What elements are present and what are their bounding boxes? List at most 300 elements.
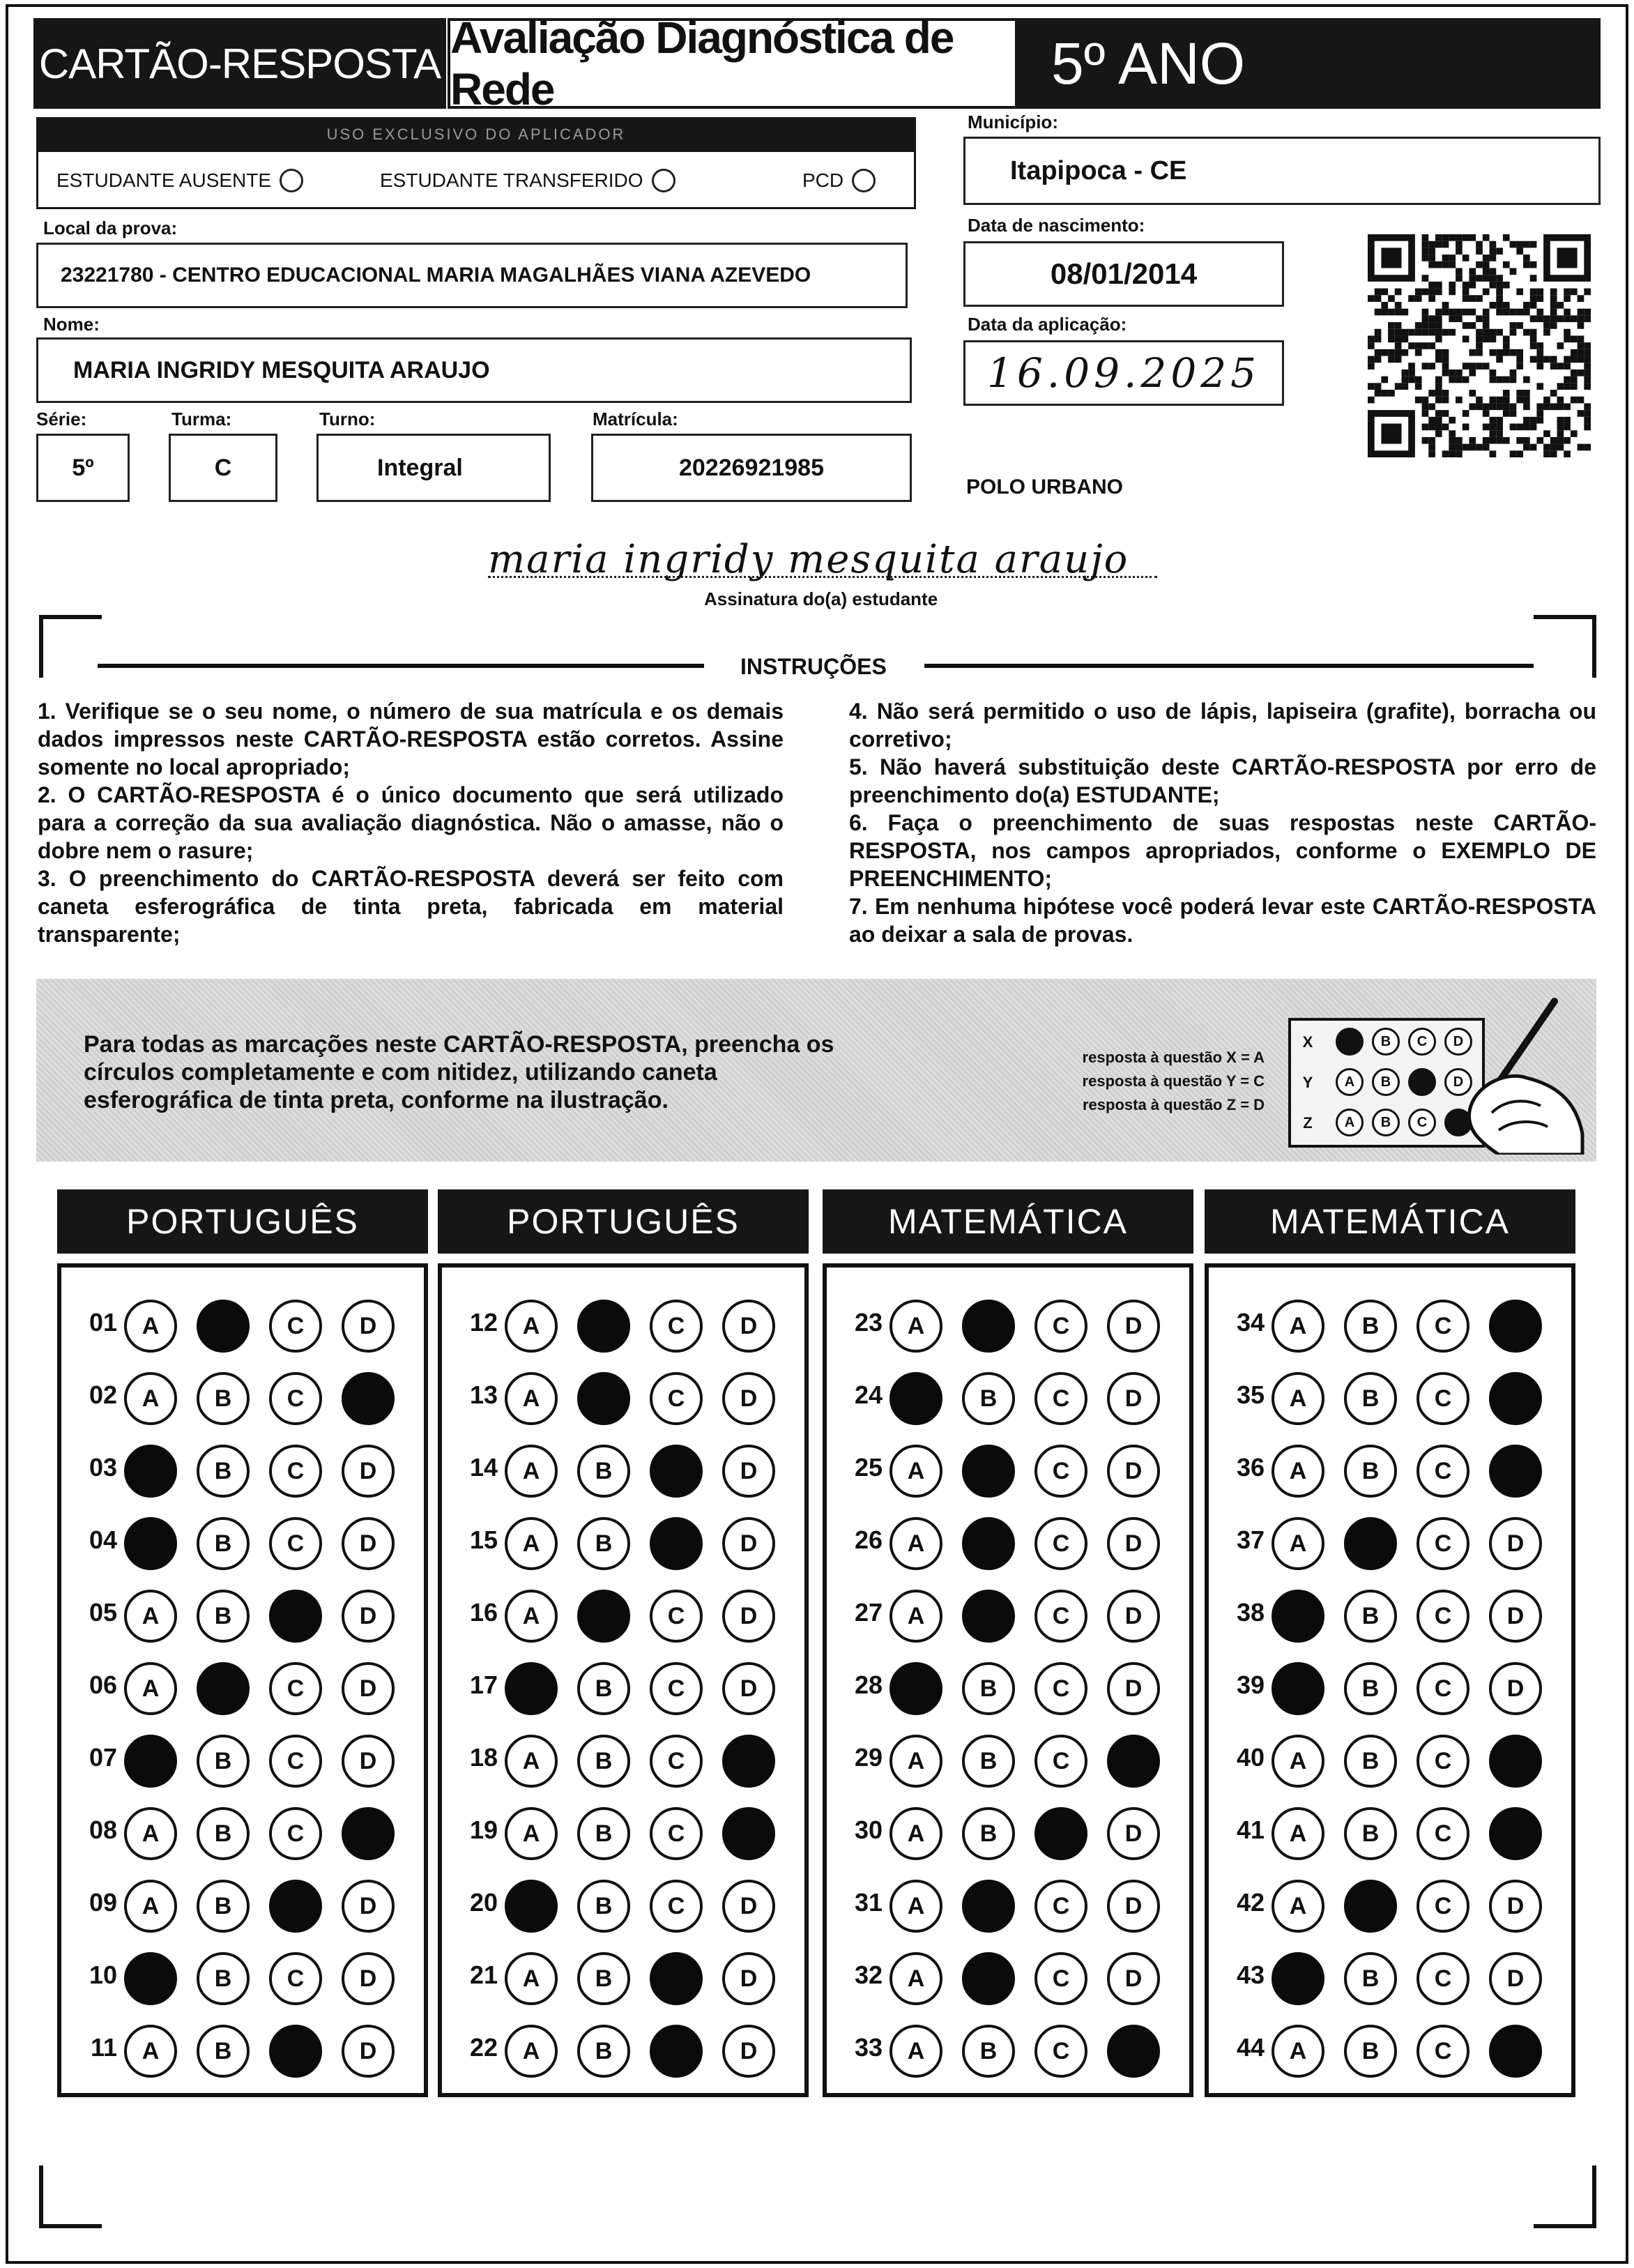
serie-field <box>36 434 130 502</box>
answer-bubble-a[interactable] <box>1272 1952 1324 2005</box>
answer-bubble-d[interactable]: D <box>342 1300 395 1353</box>
answer-bubble-d[interactable]: D <box>722 1517 775 1570</box>
question-row <box>442 1505 804 1577</box>
answer-bubble-a[interactable]: A <box>1272 1880 1324 1933</box>
answer-bubble-d[interactable] <box>1489 1300 1542 1353</box>
answer-bubble-b[interactable]: B <box>962 1735 1015 1788</box>
question-number: 33 <box>854 2033 883 2062</box>
question-number: 24 <box>854 1380 883 1409</box>
answer-bubble-b[interactable]: B <box>577 1517 630 1570</box>
question-row <box>442 1940 804 2012</box>
answer-bubble-b[interactable]: B <box>577 2025 630 2078</box>
answer-bubble-d[interactable] <box>1489 1372 1542 1425</box>
answer-bubble-a[interactable]: A <box>505 2025 558 2078</box>
corner-bottom-left <box>39 2166 102 2228</box>
answer-bubble-a[interactable]: A <box>889 1952 942 2005</box>
answer-bubble-c[interactable]: C <box>269 1300 322 1353</box>
answer-bubble-b[interactable]: B <box>197 1952 250 2005</box>
answer-bubble-d[interactable]: D <box>1107 1662 1160 1715</box>
answer-bubble-c[interactable]: C <box>269 1952 322 2005</box>
answer-bubble-d[interactable]: D <box>1489 1952 1542 2005</box>
answer-bubble-d[interactable]: D <box>342 1952 395 2005</box>
answer-bubble-b[interactable]: B <box>577 1735 630 1788</box>
answer-bubble-b[interactable]: B <box>962 1662 1015 1715</box>
answer-bubble-d[interactable] <box>722 1807 775 1860</box>
answer-bubble-a[interactable] <box>889 1372 942 1425</box>
absent-radio[interactable] <box>280 169 303 192</box>
corner-top-right <box>1534 615 1596 678</box>
question-row <box>1209 1650 1571 1722</box>
answer-bubble-d[interactable]: D <box>722 1445 775 1498</box>
answer-bubble-a[interactable]: A <box>124 1300 177 1353</box>
answer-bubble-c[interactable]: C <box>269 1372 322 1425</box>
answer-bubble-a[interactable]: A <box>505 1300 558 1353</box>
answer-bubble-a[interactable] <box>505 1662 558 1715</box>
answer-bubble-d[interactable]: D <box>722 1662 775 1715</box>
answer-bubble-b[interactable]: B <box>197 1735 250 1788</box>
answer-grid-4 <box>1205 1263 1575 2097</box>
answer-bubble-b[interactable] <box>962 1517 1015 1570</box>
answer-bubble-d[interactable]: D <box>1489 1662 1542 1715</box>
answer-bubble-b[interactable] <box>577 1590 630 1643</box>
nome-value: MARIA INGRIDY MESQUITA ARAUJO <box>73 356 490 383</box>
example-bubble-c: C <box>1408 1028 1436 1056</box>
answer-bubble-b[interactable] <box>197 1300 250 1353</box>
answer-bubble-b[interactable] <box>577 1372 630 1425</box>
pcd-radio[interactable] <box>852 169 876 192</box>
question-number: 20 <box>469 1888 498 1917</box>
answer-bubble-a[interactable]: A <box>889 1590 942 1643</box>
signature-line <box>488 576 1157 578</box>
answer-bubble-a[interactable]: A <box>1272 1735 1324 1788</box>
answer-bubble-b[interactable] <box>577 1300 630 1353</box>
question-row <box>61 1940 424 2012</box>
answer-bubble-d[interactable]: D <box>1489 1590 1542 1643</box>
answer-bubble-b[interactable] <box>962 1445 1015 1498</box>
question-row <box>442 1795 804 1867</box>
turma-field <box>169 434 277 502</box>
question-number: 04 <box>89 1525 117 1554</box>
answer-bubble-a[interactable]: A <box>889 1300 942 1353</box>
transferred-option[interactable] <box>380 169 675 192</box>
question-number: 43 <box>1236 1961 1265 1989</box>
question-row <box>442 1360 804 1432</box>
answer-bubble-c[interactable]: C <box>1034 2025 1087 2078</box>
answer-bubble-d[interactable] <box>722 1735 775 1788</box>
answer-bubble-d[interactable]: D <box>722 1590 775 1643</box>
local-field <box>36 243 908 308</box>
question-row <box>1209 1577 1571 1650</box>
section-header-1: PORTUGUÊS <box>57 1189 428 1254</box>
answer-bubble-c[interactable]: C <box>269 1445 322 1498</box>
question-row <box>827 1650 1189 1722</box>
turma-value: C <box>214 454 232 481</box>
answer-bubble-a[interactable]: A <box>505 1735 558 1788</box>
answer-bubble-c[interactable] <box>1034 1807 1087 1860</box>
municipio-label: Município: <box>968 112 1058 132</box>
example-bubble-c: C <box>1408 1068 1436 1096</box>
turno-value: Integral <box>377 454 463 481</box>
example-bubble-b: B <box>1372 1068 1400 1096</box>
question-number: 13 <box>469 1380 498 1409</box>
answer-bubble-d[interactable] <box>342 1807 395 1860</box>
answer-bubble-b[interactable]: B <box>197 2025 250 2078</box>
instruction-5: 5. Não haverá substituição deste CARTÃO-RESPOSTA por erro de preenchimento do(a) ESTUDANTE; <box>849 754 1596 807</box>
answer-bubble-b[interactable]: B <box>1344 1445 1397 1498</box>
answer-bubble-d[interactable] <box>1489 2025 1542 2078</box>
answer-bubble-b[interactable]: B <box>577 1880 630 1933</box>
answer-bubble-d[interactable]: D <box>1489 1517 1542 1570</box>
answer-bubble-a[interactable]: A <box>1272 2025 1324 2078</box>
answer-bubble-c[interactable]: C <box>1034 1662 1087 1715</box>
polo-label: POLO URBANO <box>966 475 1123 498</box>
question-row <box>1209 1722 1571 1795</box>
answer-bubble-c[interactable]: C <box>1417 1372 1469 1425</box>
answer-bubble-c[interactable]: C <box>1034 1300 1087 1353</box>
answer-bubble-a[interactable]: A <box>889 1807 942 1860</box>
answer-bubble-b[interactable]: B <box>1344 1590 1397 1643</box>
example-question-letter: X <box>1302 1033 1313 1051</box>
answer-bubble-b[interactable]: B <box>197 1880 250 1933</box>
turma-label: Turma: <box>171 409 232 429</box>
answer-bubble-a[interactable]: A <box>889 1880 942 1933</box>
section-header-4: MATEMÁTICA <box>1205 1189 1575 1254</box>
answer-bubble-a[interactable] <box>124 1517 177 1570</box>
answer-bubble-a[interactable]: A <box>124 1590 177 1643</box>
question-row <box>61 1722 424 1795</box>
answer-bubble-c[interactable]: C <box>1417 1300 1469 1353</box>
question-number: 35 <box>1236 1380 1265 1409</box>
answer-bubble-c[interactable]: C <box>1034 1735 1087 1788</box>
pcd-option[interactable] <box>802 169 876 192</box>
answer-bubble-c[interactable]: C <box>1417 1445 1469 1498</box>
question-number: 05 <box>89 1598 117 1627</box>
answer-bubble-d[interactable]: D <box>1107 1445 1160 1498</box>
corner-bottom-right <box>1534 2166 1596 2228</box>
aplicacao-field <box>963 340 1284 406</box>
answer-bubble-d[interactable]: D <box>342 2025 395 2078</box>
answer-bubble-a[interactable]: A <box>124 2025 177 2078</box>
answer-bubble-c[interactable]: C <box>1417 1590 1469 1643</box>
question-row <box>1209 1940 1571 2012</box>
example-bubble-a: A <box>1336 1028 1364 1056</box>
answer-bubble-c[interactable]: C <box>650 1880 703 1933</box>
answer-bubble-d[interactable] <box>1107 1735 1160 1788</box>
answer-grid-3 <box>823 1263 1193 2097</box>
answer-bubble-b[interactable] <box>962 1590 1015 1643</box>
answer-bubble-d[interactable]: D <box>722 1952 775 2005</box>
answer-bubble-d[interactable]: D <box>1489 1880 1542 1933</box>
answer-bubble-c[interactable]: C <box>1034 1445 1087 1498</box>
answer-bubble-b[interactable] <box>962 1300 1015 1353</box>
question-row <box>61 1360 424 1432</box>
answer-bubble-a[interactable] <box>124 1735 177 1788</box>
answer-bubble-c[interactable]: C <box>269 1735 322 1788</box>
answer-bubble-b[interactable] <box>1344 1880 1397 1933</box>
municipio-value: Itapipoca - CE <box>1010 155 1187 185</box>
question-row <box>442 1650 804 1722</box>
question-row <box>827 2012 1189 2085</box>
transferred-radio[interactable] <box>652 169 675 192</box>
question-row <box>61 2012 424 2085</box>
question-row <box>827 1795 1189 1867</box>
answer-bubble-b[interactable]: B <box>1344 1372 1397 1425</box>
answer-bubble-c[interactable]: C <box>650 1372 703 1425</box>
instruction-7: 7. Em nenhuma hipótese você poderá levar este CARTÃO-RESPOSTA ao deixar a sala de provas. <box>849 894 1596 947</box>
answer-bubble-a[interactable]: A <box>505 1807 558 1860</box>
page-title: Avaliação Diagnóstica de Rede <box>448 18 1018 109</box>
answer-bubble-c[interactable]: C <box>650 1300 703 1353</box>
answer-bubble-d[interactable]: D <box>1107 1300 1160 1353</box>
answer-bubble-c[interactable]: C <box>269 1807 322 1860</box>
answer-bubble-d[interactable]: D <box>342 1735 395 1788</box>
answer-bubble-a[interactable] <box>889 1662 942 1715</box>
answer-bubble-d[interactable]: D <box>722 1372 775 1425</box>
answer-bubble-a[interactable] <box>1272 1662 1324 1715</box>
answer-bubble-a[interactable]: A <box>1272 1445 1324 1498</box>
answer-bubble-a[interactable] <box>1272 1590 1324 1643</box>
answer-bubble-a[interactable] <box>124 1952 177 2005</box>
answer-bubble-a[interactable]: A <box>124 1880 177 1933</box>
answer-bubble-a[interactable]: A <box>124 1662 177 1715</box>
answer-bubble-d[interactable]: D <box>722 2025 775 2078</box>
answer-bubble-c[interactable]: C <box>1034 1952 1087 2005</box>
matricula-field <box>591 434 912 502</box>
answer-bubble-c[interactable] <box>269 2025 322 2078</box>
answer-bubble-c[interactable]: C <box>1417 1735 1469 1788</box>
answer-bubble-c[interactable]: C <box>1417 1517 1469 1570</box>
answer-bubble-a[interactable]: A <box>505 1372 558 1425</box>
question-number: 02 <box>89 1380 117 1409</box>
instruction-4: 4. Não será permitido o uso de lápis, lapiseira (grafite), borracha ou corretivo; <box>849 699 1596 752</box>
answer-bubble-c[interactable] <box>650 1517 703 1570</box>
answer-bubble-a[interactable]: A <box>889 1735 942 1788</box>
answer-bubble-d[interactable]: D <box>342 1445 395 1498</box>
nome-field <box>36 337 912 403</box>
answer-bubble-c[interactable] <box>269 1880 322 1933</box>
answer-bubble-c[interactable] <box>650 2025 703 2078</box>
answer-bubble-d[interactable] <box>1489 1445 1542 1498</box>
question-number: 06 <box>89 1670 117 1699</box>
answer-bubble-d[interactable]: D <box>342 1517 395 1570</box>
answer-bubble-b[interactable] <box>962 1952 1015 2005</box>
answer-bubble-c[interactable]: C <box>269 1662 322 1715</box>
question-number: 15 <box>469 1525 498 1554</box>
example-legend-x: resposta à questão X = A <box>1082 1049 1265 1066</box>
instruction-3: 3. O preenchimento do CARTÃO-RESPOSTA deverá ser feito com caneta esferográfica de tinta preta, fabricada em material transparente; <box>38 866 784 947</box>
answer-bubble-c[interactable]: C <box>1417 1662 1469 1715</box>
question-number: 10 <box>89 1961 117 1989</box>
answer-bubble-b[interactable]: B <box>1344 1807 1397 1860</box>
answer-bubble-d[interactable]: D <box>1107 1880 1160 1933</box>
question-row <box>1209 1505 1571 1577</box>
question-number: 03 <box>89 1453 117 1482</box>
answer-bubble-b[interactable]: B <box>577 1662 630 1715</box>
answer-bubble-a[interactable]: A <box>124 1372 177 1425</box>
instructions-heading: INSTRUÇÕES <box>740 654 887 679</box>
question-number: 01 <box>89 1308 117 1337</box>
answer-bubble-b[interactable]: B <box>197 1807 250 1860</box>
corner-top-left <box>39 615 102 678</box>
question-row <box>1209 1432 1571 1505</box>
answer-bubble-b[interactable]: B <box>577 1807 630 1860</box>
answer-bubble-d[interactable] <box>1107 2025 1160 2078</box>
question-number: 38 <box>1236 1598 1265 1627</box>
answer-bubble-b[interactable]: B <box>1344 1735 1397 1788</box>
question-number: 44 <box>1236 2033 1265 2062</box>
answer-bubble-c[interactable]: C <box>650 1590 703 1643</box>
answer-bubble-b[interactable]: B <box>577 1952 630 2005</box>
answer-grid-2 <box>438 1263 809 2097</box>
answer-bubble-b[interactable]: B <box>1344 2025 1397 2078</box>
question-row <box>827 1432 1189 1505</box>
answer-bubble-a[interactable]: A <box>889 2025 942 2078</box>
answer-bubble-c[interactable]: C <box>1417 2025 1469 2078</box>
example-legend-z: resposta à questão Z = D <box>1082 1096 1265 1113</box>
example-text: Para todas as marcações neste CARTÃO-RESPOSTA, preencha os círculos completamente e com nitidez, utilizando caneta esferográfica de tinta preta, conforme na ilustração. <box>84 1031 834 1113</box>
question-number: 23 <box>854 1308 883 1337</box>
question-number: 36 <box>1236 1453 1265 1482</box>
usage-bar: USO EXCLUSIVO DO APLICADOR <box>36 117 916 152</box>
answer-bubble-c[interactable]: C <box>1034 1880 1087 1933</box>
answer-bubble-a[interactable]: A <box>505 1445 558 1498</box>
answer-bubble-a[interactable]: A <box>124 1807 177 1860</box>
answer-bubble-c[interactable] <box>269 1590 322 1643</box>
answer-bubble-b[interactable]: B <box>962 1807 1015 1860</box>
answer-bubble-d[interactable]: D <box>1107 1372 1160 1425</box>
question-row <box>442 1867 804 1940</box>
answer-bubble-d[interactable]: D <box>722 1880 775 1933</box>
answer-bubble-a[interactable]: A <box>889 1517 942 1570</box>
question-row <box>1209 1287 1571 1360</box>
answer-bubble-d[interactable]: D <box>1107 1590 1160 1643</box>
answer-bubble-d[interactable] <box>1489 1807 1542 1860</box>
absent-option[interactable] <box>56 169 303 192</box>
answer-bubble-d[interactable]: D <box>1107 1517 1160 1570</box>
example-legend <box>983 1046 1265 1117</box>
answer-bubble-c[interactable]: C <box>1417 1952 1469 2005</box>
answer-bubble-a[interactable]: A <box>1272 1517 1324 1570</box>
question-row <box>61 1432 424 1505</box>
question-row <box>61 1650 424 1722</box>
question-row <box>827 1867 1189 1940</box>
question-number: 11 <box>90 2033 117 2062</box>
answer-bubble-b[interactable]: B <box>962 2025 1015 2078</box>
answer-bubble-c[interactable]: C <box>269 1517 322 1570</box>
question-row <box>61 1505 424 1577</box>
answer-bubble-b[interactable] <box>197 1662 250 1715</box>
answer-bubble-d[interactable]: D <box>342 1662 395 1715</box>
answer-bubble-a[interactable]: A <box>1272 1372 1324 1425</box>
instructions-rule-left <box>98 664 704 668</box>
answer-bubble-c[interactable] <box>650 1952 703 2005</box>
answer-bubble-d[interactable]: D <box>342 1590 395 1643</box>
question-row <box>1209 1360 1571 1432</box>
question-number: 31 <box>854 1888 883 1917</box>
answer-bubble-d[interactable] <box>342 1372 395 1425</box>
section-header-2: PORTUGUÊS <box>438 1189 809 1254</box>
question-number: 25 <box>854 1453 883 1482</box>
answer-bubble-b[interactable]: B <box>197 1517 250 1570</box>
question-number: 26 <box>854 1525 883 1554</box>
serie-label: Série: <box>36 409 87 429</box>
question-number: 22 <box>469 2033 498 2062</box>
example-bubble-d: D <box>1444 1068 1472 1096</box>
example-bubble-d: D <box>1444 1109 1472 1136</box>
example-question-letter: Z <box>1303 1114 1313 1132</box>
question-row <box>827 1287 1189 1360</box>
answer-bubble-d[interactable]: D <box>342 1880 395 1933</box>
question-row <box>1209 1795 1571 1867</box>
question-number: 07 <box>89 1743 117 1772</box>
answer-grid-1 <box>57 1263 428 2097</box>
question-number: 28 <box>854 1670 883 1699</box>
answer-bubble-b[interactable]: B <box>1344 1300 1397 1353</box>
question-row <box>827 1505 1189 1577</box>
answer-bubble-c[interactable]: C <box>650 1662 703 1715</box>
question-number: 09 <box>89 1888 117 1917</box>
answer-bubble-c[interactable]: C <box>1034 1372 1087 1425</box>
answer-bubble-d[interactable]: D <box>722 1300 775 1353</box>
pcd-label: PCD <box>802 169 844 191</box>
nome-label: Nome: <box>43 314 100 335</box>
answer-bubble-b[interactable]: B <box>197 1372 250 1425</box>
answer-bubble-c[interactable]: C <box>650 1735 703 1788</box>
answer-bubble-b[interactable]: B <box>577 1445 630 1498</box>
question-row <box>442 1577 804 1650</box>
section-header-3: MATEMÁTICA <box>823 1189 1193 1254</box>
answer-bubble-b[interactable]: B <box>962 1372 1015 1425</box>
answer-bubble-a[interactable]: A <box>505 1952 558 2005</box>
answer-bubble-c[interactable]: C <box>650 1807 703 1860</box>
answer-bubble-a[interactable]: A <box>505 1590 558 1643</box>
answer-bubble-c[interactable]: C <box>1417 1880 1469 1933</box>
answer-bubble-a[interactable]: A <box>505 1517 558 1570</box>
answer-bubble-b[interactable]: B <box>1344 1662 1397 1715</box>
answer-bubble-a[interactable]: A <box>889 1445 942 1498</box>
answer-bubble-d[interactable] <box>1489 1735 1542 1788</box>
aplicacao-label: Data da aplicação: <box>968 314 1127 335</box>
answer-bubble-c[interactable]: C <box>1034 1517 1087 1570</box>
answer-bubble-b[interactable]: B <box>1344 1952 1397 2005</box>
question-number: 17 <box>469 1670 498 1699</box>
answer-bubble-c[interactable]: C <box>1034 1590 1087 1643</box>
answer-bubble-c[interactable]: C <box>1417 1807 1469 1860</box>
answer-bubble-b[interactable]: B <box>197 1445 250 1498</box>
question-number: 39 <box>1236 1670 1265 1699</box>
answer-bubble-d[interactable]: D <box>1107 1952 1160 2005</box>
instruction-1: 1. Verifique se o seu nome, o número de sua matrícula e os demais dados impressos neste CARTÃO-RESPOSTA estão corretos. Assine somente no local apropriado; <box>38 699 784 779</box>
answer-bubble-a[interactable]: A <box>1272 1807 1324 1860</box>
question-number: 12 <box>469 1308 498 1337</box>
question-number: 29 <box>854 1743 883 1772</box>
transferred-label: ESTUDANTE TRANSFERIDO <box>380 169 643 191</box>
answer-bubble-a[interactable] <box>505 1880 558 1933</box>
question-number: 41 <box>1236 1816 1265 1844</box>
answer-bubble-b[interactable]: B <box>197 1590 250 1643</box>
answer-bubble-d[interactable]: D <box>1107 1807 1160 1860</box>
example-bubble-a: A <box>1336 1109 1364 1136</box>
answer-bubble-b[interactable] <box>962 1880 1015 1933</box>
answer-bubble-b[interactable] <box>1344 1517 1397 1570</box>
municipio-field <box>963 137 1601 205</box>
answer-bubble-a[interactable]: A <box>1272 1300 1324 1353</box>
question-number: 19 <box>469 1816 498 1844</box>
turno-label: Turno: <box>319 409 376 429</box>
question-number: 08 <box>89 1816 117 1844</box>
answer-bubble-a[interactable] <box>124 1445 177 1498</box>
answer-bubble-c[interactable] <box>650 1445 703 1498</box>
